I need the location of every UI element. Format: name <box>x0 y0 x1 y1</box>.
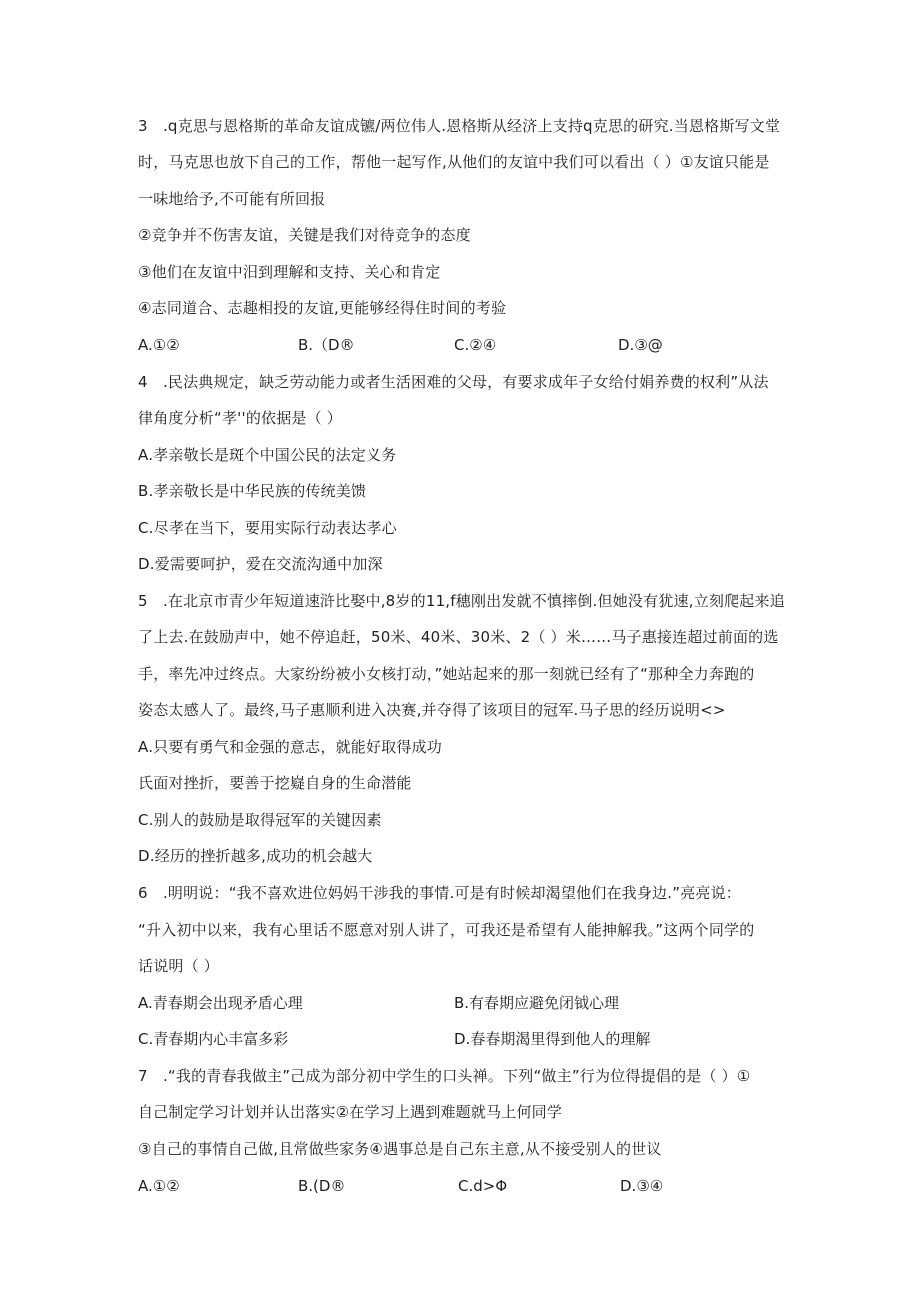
q5-stem-line-2: 了上去.在鼓励声中，她不停追赶，50米、40米、30米、2（ ）米……马子惠接连超过前面的选 <box>138 628 779 646</box>
q7-stem-line-1: 7 .“我的青春我做主”己成为部分初中学生的口头禅。下列“做主”行为位得提倡的是（ ）① <box>138 1067 751 1085</box>
q6-stem-line-3: 话说明（ ） <box>138 957 219 975</box>
q4-option-d: D.爱需要呵护，爱在交流沟通中加深 <box>138 555 383 573</box>
q5-option-b: 氏面对挫折，要善于挖嶷自身的生命潜能 <box>138 774 412 792</box>
q5-stem-line-4: 姿态太感人了。最终,马子惠顺利进入决赛,并夺得了该项目的冠军.马子思的经历说明<> <box>138 701 726 719</box>
q6-stem-line-1: 6 .明明说：“我不喜欢进位妈妈干涉我的事情.可是有时候却渴望他们在我身边.”亮亮说： <box>138 884 741 902</box>
q6-option-b: B.有春期应避免闭钺心理 <box>454 994 620 1012</box>
q6-option-c: C.青春期内心丰富多彩 <box>138 1030 289 1048</box>
q5-option-d: D.经历的挫折越多,成功的机会越大 <box>138 847 373 865</box>
q7-option-a: A.①② <box>138 1177 180 1195</box>
q6-option-a: A.青春期会出现矛盾心理 <box>138 994 303 1012</box>
q3-stem-line-2: 时，马克思也放下自己的工作，帮他一起写作,从他们的友谊中我们可以看出（ ）①友谊只能是 <box>138 153 770 171</box>
q4-stem-line-2: 律角度分析“孝''的依据是（ ） <box>138 409 342 427</box>
q3-stem-line-1: 3 .q克思与恩格斯的革命友谊成镳/两位伟人.恩格斯从经济上支持q克思的研究.当恩格斯写文堂 <box>138 117 781 135</box>
q3-option-a: A.①② <box>138 336 180 354</box>
q5-option-c: C.别人的鼓励是取得冠军的关键因素 <box>138 811 382 829</box>
q7-stem-line-2: 自己制定学习计划并认岀落实②在学习上遇到难题就马上何同学 <box>138 1103 563 1121</box>
q7-option-b: B.(D® <box>298 1177 346 1195</box>
q7-option-d: D.③④ <box>620 1177 664 1195</box>
q4-option-b: B.孝亲敬长是中华民族的传统美馈 <box>138 482 367 500</box>
q7-option-c: C.d>Φ <box>458 1177 508 1195</box>
q6-option-d: D.春春期渴里得到他人的理解 <box>454 1030 651 1048</box>
q3-statement-2: ②竞争并不伤害友谊，关键是我们对待竞争的态度 <box>138 226 471 244</box>
q6-stem-line-2: “升入初中以来，我有心里话不愿意对别人讲了，可我还是希望有人能抻解我。”这两个同学的 <box>138 921 755 939</box>
q3-stem-line-3: 一味地给予,不可能有所回报 <box>138 190 326 208</box>
q4-option-c: C.尽孝在当下，要用实际行动表达孝心 <box>138 519 397 537</box>
q4-option-a: A.孝亲敬长是斑个中国公民的法定义务 <box>138 446 397 464</box>
q3-statement-4: ④志同道合、志趣相投的友谊,更能够经得住时间的考验 <box>138 299 507 317</box>
q5-stem-line-1: 5 .在北京市青少年短道速浒比娶中,8岁的11,f穗刚出发就不慎摔倒.但她没有犹速,立刻爬起来追 <box>138 592 785 610</box>
q7-stem-line-3: ③自己的事情自己做,且常做些家务④遇事总是自己东主意,从不接受别人的世议 <box>138 1140 662 1158</box>
q5-option-a: A.只要有勇气和金强的意志，就能好取得成功 <box>138 738 442 756</box>
q4-stem-line-1: 4 .民法典规定，缺乏劳动能力或者生活困难的父母，有要求成年子女给付娟养费的权利”从法 <box>138 373 769 391</box>
q5-stem-line-3: 手，率先冲过终点。大家纷纷被小女核打动，”她站起来的那一刻就已经有了“那种全力奔跑的 <box>138 665 755 683</box>
q3-option-c: C.②④ <box>454 336 497 354</box>
q3-statement-3: ③他们在友谊中汨到理解和支持、关心和肯定 <box>138 263 441 281</box>
q3-option-b: B.（D® <box>298 336 355 354</box>
q3-option-d: D.③@ <box>618 336 663 354</box>
